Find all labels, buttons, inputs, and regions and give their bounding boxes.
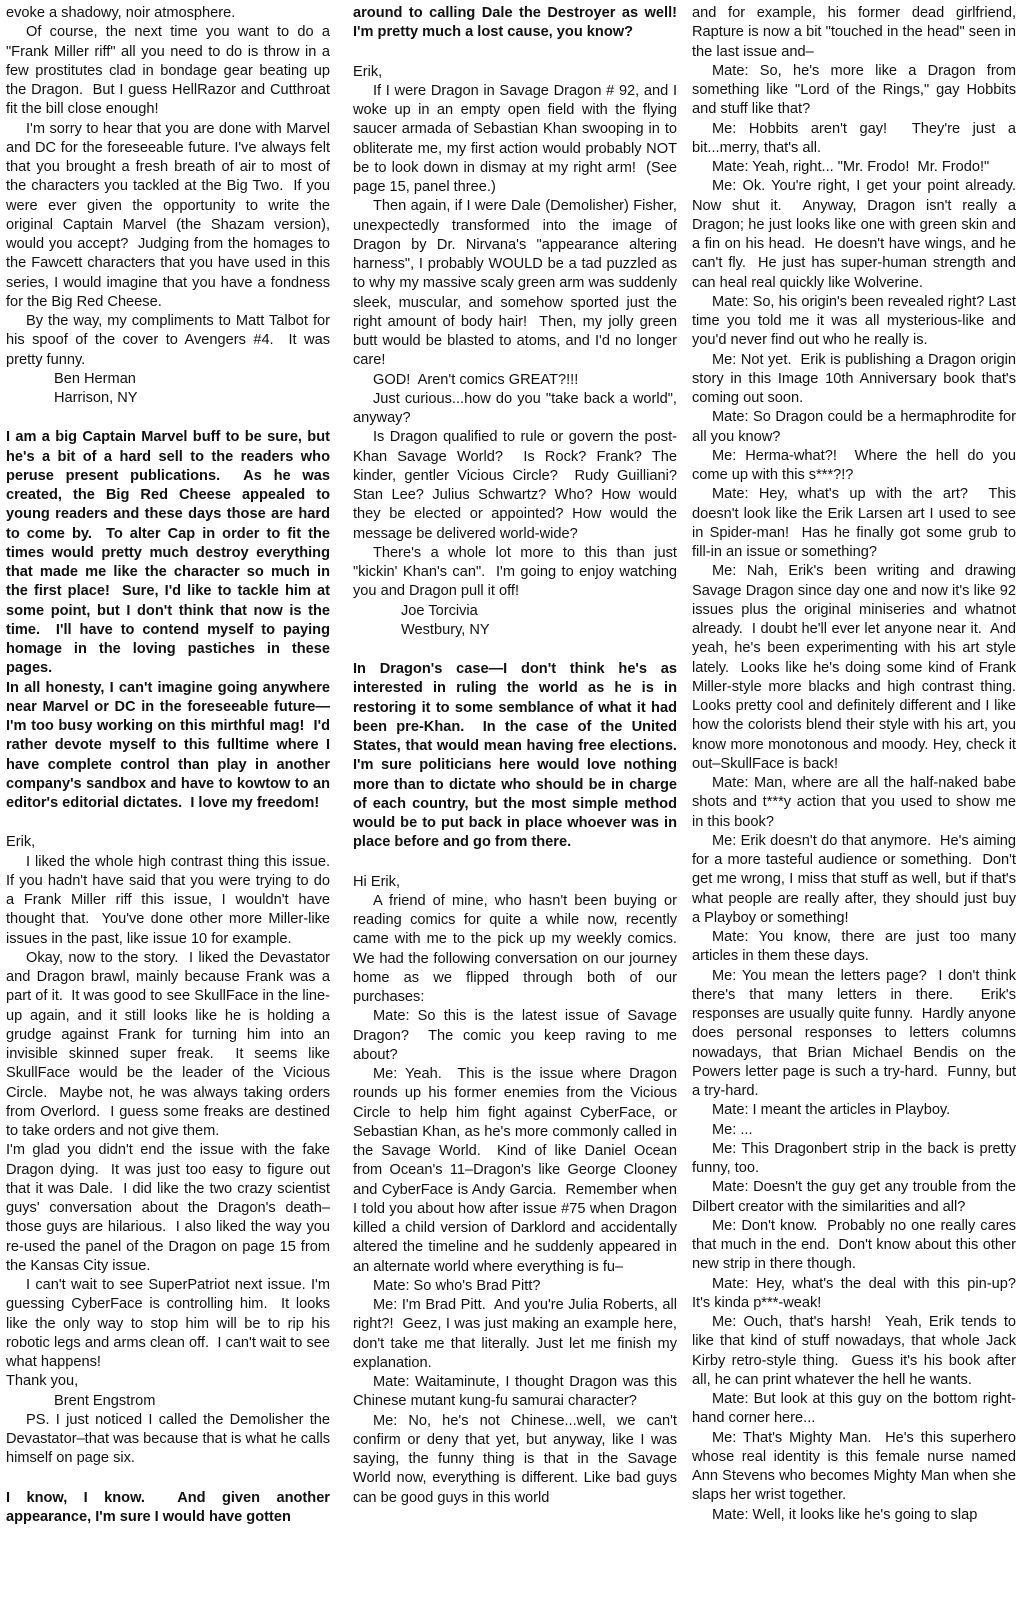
text-column-3 xyxy=(692,4,1024,1594)
letter-paragraph: I'm glad you didn't end the issue with the fake Dragon dying. It was just too easy to figure out that it was Dale. I did like the two crazy scientist guys' conversation about the Dragon's death–those guys are hilarious. I also liked the way you re-used the panel of the Dragon on page 15 from the Kansas City issue. xyxy=(6,1142,335,1274)
letter-signature: Harrison, NY xyxy=(54,390,138,406)
letter-paragraph: Of course, the next time you want to do a "Frank Miller riff" all you need to do is throw in a few prostitutes clad in bondage gear beating up the Dragon. But I guess HellRazor and Cutthroat fit the bill close enough! xyxy=(6,24,335,118)
letter-paragraph: Is Dragon qualified to rule or govern the post-Khan Savage World? Is Rock? Frank? The kinder, gentler Vicious Circle? Rudy Guilliani? Stan Lee? Julius Schwartz? Who? How would they be elected or appointed? How would the message be delivered world-wide? xyxy=(353,429,682,542)
section-gap xyxy=(353,853,677,873)
section-gap xyxy=(6,813,330,833)
letter-signature: Joe Torcivia xyxy=(401,602,478,619)
letter-paragraph: I liked the whole high contrast thing this issue. If you hadn't have said that you were trying to do a Frank Miller riff this issue, I wouldn't have thought that. You've done other more Miller-like issues in the past, like issue 10 for example. xyxy=(6,853,339,947)
letter-paragraph: Me: Don't know. Probably no one really cares that much in the end. Don't know about this other new strip in there though. xyxy=(692,1217,1021,1273)
letter-salutation: Erik, xyxy=(6,834,36,851)
letter-paragraph: and for example, his former dead girlfriend, Rapture is now a bit "touched in the head" seen in the last issue and– xyxy=(692,5,1021,60)
letter-paragraph: I can't wait to see SuperPatriot next issue. I'm guessing CyberFace is controlling him. It looks like the only way to stop him will be to rip his robotic legs and arms clean off. I can't wait to see what happens! xyxy=(6,1277,335,1370)
letter-paragraph: Me: Not yet. Erik is publishing a Dragon origin story in this Image 10th Anniversary book that's coming out soon. xyxy=(692,351,1021,406)
letter-paragraph: Then again, if I were Dale (Demolisher) Fisher, unexpectedly transformed into the image of Dragon by Dr. Nirvana's "appearance altering harness", I probably WOULD be a tad puzzled as to why my massive scaly green arm was suddenly sleek, muscular, and somehow sported just the right amount of body hair! Then, my jolly green butt would be blasted to atoms, and I'd no longer care! xyxy=(353,198,682,369)
letter-paragraph: Mate: So this is the latest issue of Savage Dragon? The comic you keep raving to me about? xyxy=(353,1008,682,1063)
letter-paragraph: Mate: Well, it looks like he's going to slap xyxy=(712,1506,978,1523)
letter-paragraph: Mate: Yeah, right... "Mr. Frodo! Mr. Frodo!" xyxy=(712,159,990,175)
section-gap xyxy=(6,1469,330,1489)
letter-paragraph: Me: Ok. You're right, I get your point already. Now shut it. Anyway, Dragon isn't really a Dragon; he just looks like one with green skin and a fin on his head. He doesn't have wings, and he can't fly. He just has super-human strength and can heal real quickly like Wolverine. xyxy=(692,178,1021,291)
editor-response: In Dragon's case—I don't think he's as interested in ruling the world as he is in restoring it to some semblance of what it had been pre-Khan. In the case of the United States, that would mean having free elections. I'm sure politicians here would love nothing more than to dictate who should be in charge of each country, but the most simple method would be to put back in place whoever was in place before and go from there. xyxy=(353,661,686,851)
letter-paragraph: There's a whole lot more to this than just "kickin' Khan's can". I'm going to enjoy watching you and Dragon pull it off! xyxy=(353,544,682,600)
letter-paragraph: Me: Ouch, that's harsh! Yeah, Erik tends to like that kind of stuff nowadays, that whole Jack Kirby retro-style thing. Guess it's his book after all, he can print whatever the hell he wants. xyxy=(692,1314,1021,1388)
editor-response: I am a big Captain Marvel buff to be sure, but he's a bit of a hard sell to the readers who peruse present publications. As he was created, the Big Red Cheese appealed to young readers and these days those are hard to come by. To alter Cap in order to fit the times would pretty much destroy everything that made me like the character so much in the first place! Sure, I'd like to tackle him at some point, but I don't think that now is the time. I'll have to contend myself to paying homage in the loving pastiches in these pages. xyxy=(6,429,335,677)
letter-paragraph: Mate: So Dragon could be a hermaphrodite for all you know? xyxy=(692,409,1021,445)
letter-paragraph: A friend of mine, who hasn't been buying or reading comics for quite a while now, recently came with me to the pick up my weekly comics. We had the following conversation on our journey home as we flipped through both of our purchases: xyxy=(353,892,686,1005)
letter-paragraph: Me: You mean the letters page? I don't think there's that many letters in there. Erik's responses are usually quite funny. Hardly anyone does personal responses to letters columns nowadays, that Brian Michael Bendis on the Powers letter page is such a try-hard. Funny, but a try-hard. xyxy=(692,967,1021,1099)
letter-paragraph: Me: I'm Brad Pitt. And you're Julia Roberts, all right?! Geez, I was just making an example here, don't take me that literally. Just let me finish my explanation. xyxy=(353,1297,682,1371)
letter-signature: Westbury, NY xyxy=(401,621,490,638)
letter-paragraph: Me: Erik doesn't do that anymore. He's aiming for a more tasteful audience or something. Don't get me wrong, I miss that stuff as well, but if that's what people are really after, they should just buy a Playboy or something! xyxy=(692,832,1021,926)
letter-paragraph: Me: Hobbits aren't gay! They're just a bit...merry, that's all. xyxy=(692,120,1021,156)
text-column-2 xyxy=(353,4,686,1594)
letter-paragraph: PS. I just noticed I called the Demolisher the Devastator–that was because that is what he calls himself on page six. xyxy=(6,1411,335,1467)
letter-paragraph: Thank you, xyxy=(6,1373,79,1390)
letter-paragraph: Mate: Hey, what's up with the art? This doesn't look like the Erik Larsen art I used to see in Spider-man! Has he finally got some grub to fill-in an issue or something? xyxy=(692,486,1021,560)
letter-signature: Brent Engstrom xyxy=(54,1392,156,1409)
letter-paragraph: Me: Nah, Erik's been writing and drawing Savage Dragon since day one and now it's like 92 issues plus the original miniseries and whatnot already. I doubt he'll ever let anyone near it. And yeah, he's been experimenting with his art style lately. Looks like he's doing some kind of Frank Miller-style more blacks and high contrast thing. Looks pretty cool and definitely different and I like how the colorists blend their style with his art, you know more monotonous and moody. Hey, check it out–SkullFace is back! xyxy=(692,563,1024,772)
letter-paragraph: Mate: But look at this guy on the bottom right-hand corner here... xyxy=(692,1391,1016,1427)
letter-paragraph: Mate: I meant the articles in Playboy. xyxy=(712,1102,951,1119)
letter-paragraph: Mate: Hey, what's the deal with this pin-up? It's kinda p***-weak! xyxy=(692,1275,1024,1311)
editor-response: I know, I know. And given another appearance, I'm sure I would have gotten xyxy=(6,1489,335,1525)
letter-paragraph: Me: This Dragonbert strip in the back is pretty funny, too. xyxy=(692,1140,1021,1176)
letter-paragraph: GOD! Aren't comics GREAT?!!! xyxy=(373,371,579,388)
letter-paragraph: Mate: So, his origin's been revealed right? Last time you told me it was all mysterious-like and you'd never find out who he really is. xyxy=(692,293,1021,349)
letter-paragraph: Mate: So, he's more like a Dragon from something like "Lord of the Rings," gay Hobbits and stuff like that? xyxy=(692,62,1021,118)
letter-paragraph: evoke a shadowy, noir atmosphere. xyxy=(6,5,236,21)
letter-paragraph: Me: That's Mighty Man. He's this superhero whose real identity is this female nurse named Ann Stevens who becomes Mighty Man when she slaps her wrist together. xyxy=(692,1429,1021,1504)
section-gap xyxy=(353,43,677,63)
letter-paragraph: Mate: Doesn't the guy get any trouble from the Dilbert creator with the similarities and all? xyxy=(692,1179,1021,1215)
letter-paragraph: Mate: You know, there are just too many articles in them these days. xyxy=(692,929,1021,965)
letter-paragraph: If I were Dragon in Savage Dragon # 92, and I woke up in an empty open field with the flying saucer armada of Sebastian Khan swooping in to obliterate me, my first action would probably NOT be to look down in dismay at my right arm! (See page 15, panel three.) xyxy=(353,82,682,195)
text-column-1 xyxy=(6,4,339,1594)
letter-signature: Ben Herman xyxy=(54,370,136,387)
letter-paragraph: Okay, now to the story. I liked the Devastator and Dragon brawl, mainly because Frank was a part of it. It was good to see SkullFace in the line-up again, and it still looks like he is holding a grudge against Frank for turning him into an invisible skinned super freak. It seems like SkullFace would be the leader of the Vicious Circle. Maybe not, he was always taking orders from Overlord. I guess some freaks are destined to take orders and not give them. xyxy=(6,949,335,1139)
letter-salutation: Hi Erik, xyxy=(353,873,401,890)
letter-paragraph: Me: Herma-what?! Where the hell do you come up with this s***?!? xyxy=(692,447,1021,483)
letter-paragraph: Me: No, he's not Chinese...well, we can't confirm or deny that yet, but anyway, like I was saying, the funny thing is that in the Savage World now, everything is different. Like bad guys can be good guys in this world xyxy=(353,1412,682,1506)
letter-paragraph: Just curious...how do you "take back a world", anyway? xyxy=(353,390,682,426)
editor-response: In all honesty, I can't imagine going anywhere near Marvel or DC in the foreseeable future—I'm too busy working on this mirthful mag! I'd rather devote myself to this fulltime where I have complete control than play in another company's sandbox and have to kowtow to an editor's editorial dictates. I love my freedom! xyxy=(6,679,335,811)
section-gap xyxy=(353,640,677,660)
letter-paragraph: Me: Yeah. This is the issue where Dragon rounds up his former enemies from the Vicious Circle to help him fight against CyberFace, or Sebastian Khan, as he's more commonly called in the Savage World. Kind of like Daniel Ocean from Ocean's 11–Dragon's like George Clooney and CyberFace is Andy Garcia. Remember when I told you about how after issue #75 when Dragon killed a child version of Darklord and accidentally altered the timeline and he suddenly appeared in an alternate world where everything is fu– xyxy=(353,1066,682,1275)
letter-paragraph: Mate: So who's Brad Pitt? xyxy=(373,1277,541,1294)
letter-paragraph: Me: ... xyxy=(712,1121,753,1138)
letter-paragraph: Mate: Waitaminute, I thought Dragon was this Chinese mutant kung-fu samurai character? xyxy=(353,1374,682,1410)
editor-response: around to calling Dale the Destroyer as well! I'm pretty much a lost cause, you know? xyxy=(353,5,682,41)
letter-paragraph: I'm sorry to hear that you are done with Marvel and DC for the foreseeable future. I've always felt that you brought a fresh breath of air to most of the characters you tackled at the Big Two. If you were ever given the opportunity to write the original Captain Marvel (the Shazam version), would you accept? Judging from the homages to the Fawcett characters that you have used in this series, I would imagine that you have a fondness for the Big Red Cheese. xyxy=(6,120,335,310)
letter-paragraph: Mate: Man, where are all the half-naked babe shots and t***y action that you used to show me in this book? xyxy=(692,775,1021,830)
letter-paragraph: By the way, my compliments to Matt Talbot for his spoof of the cover to Avengers #4. It was pretty funny. xyxy=(6,313,335,368)
section-gap xyxy=(6,408,330,428)
letter-salutation: Erik, xyxy=(353,63,383,80)
